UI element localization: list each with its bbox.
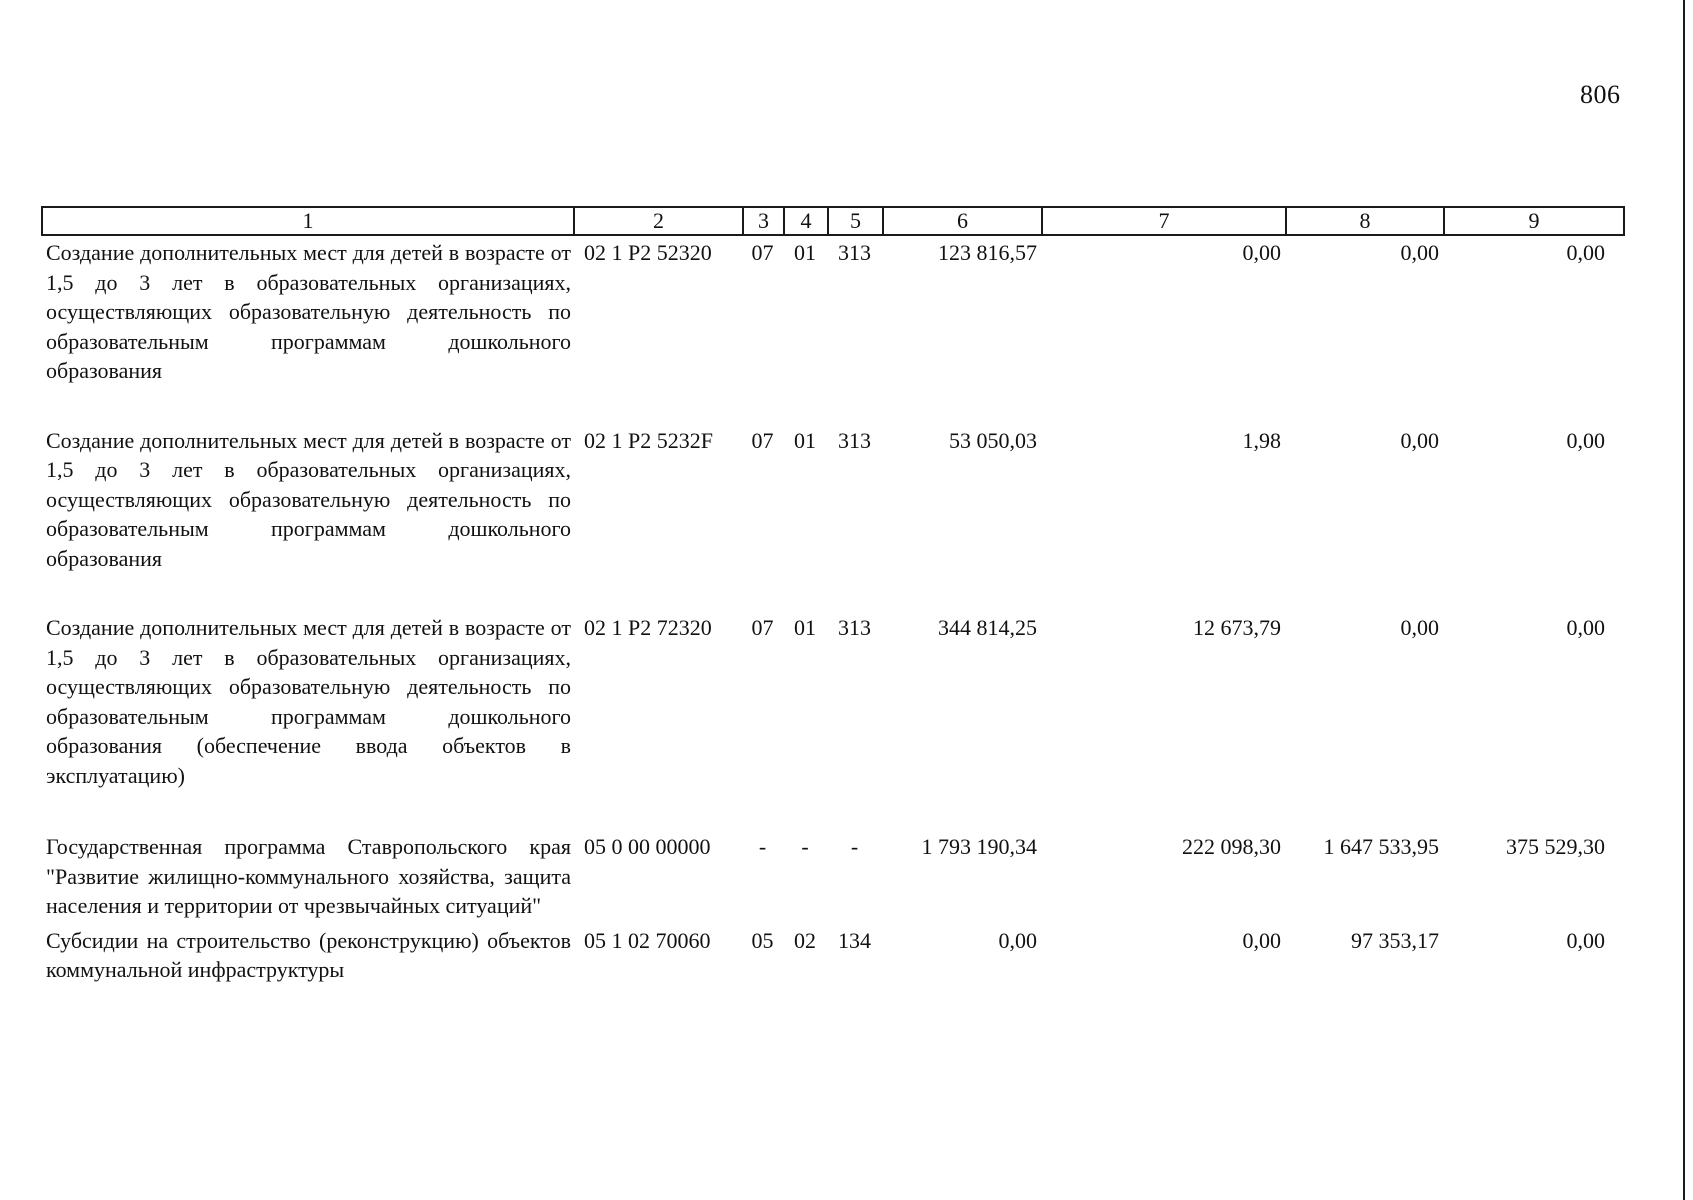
row-col-4: -	[801, 834, 809, 859]
row-col-6: 1 793 190,34	[921, 834, 1037, 859]
row-col-4: 01	[794, 240, 816, 265]
table-row	[41, 832, 1623, 921]
budget-table-body	[41, 238, 1623, 985]
row-col-4: 01	[794, 427, 816, 453]
column-number-header: 1	[42, 207, 574, 235]
row-col-5: 313	[838, 615, 871, 640]
row-col-7: 1,98	[1242, 427, 1281, 453]
row-col-7: 0,00	[1242, 240, 1281, 265]
row-col-3: 07	[751, 615, 774, 640]
column-number-row	[42, 207, 1624, 235]
row-code: 05 1 02 70060	[584, 927, 711, 953]
column-number-header: 6	[883, 207, 1042, 235]
row-col-9: 0,00	[1566, 240, 1605, 265]
row-col-8: 97 353,17	[1351, 927, 1439, 953]
row-col-9: 0,00	[1566, 927, 1605, 953]
column-number-header: 2	[574, 207, 743, 235]
column-number-header: 8	[1286, 207, 1444, 235]
row-col-8: 0,00	[1400, 615, 1439, 640]
row-col-4: 02	[794, 927, 816, 953]
row-col-5: 134	[838, 927, 871, 953]
table-row	[41, 613, 1623, 790]
column-number-header: 7	[1042, 207, 1286, 235]
row-col-5: -	[850, 834, 859, 859]
row-col-9: 0,00	[1566, 427, 1605, 453]
row-code: 05 0 00 00000	[584, 834, 711, 859]
table-row	[41, 238, 1623, 386]
table-row	[41, 926, 1623, 985]
row-spacer	[41, 790, 1623, 832]
row-name: Субсидии на строительство (реконструкцию) объектов коммунальной инфраструктуры	[46, 927, 571, 982]
row-spacer	[41, 573, 1623, 613]
column-number-header: 3	[743, 207, 784, 235]
table-row	[41, 426, 1623, 574]
row-col-8: 0,00	[1400, 240, 1439, 265]
row-col-9: 375 529,30	[1506, 834, 1605, 859]
column-number-header: 5	[828, 207, 883, 235]
row-col-8: 0,00	[1400, 427, 1439, 453]
row-name: Государственная программа Ставропольского края "Развитие жилищно-коммунального хозяйства, защита населения и территории от чрезвычайных ситуаций"	[46, 834, 571, 918]
row-col-6: 123 816,57	[938, 240, 1037, 265]
row-col-7: 0,00	[1242, 927, 1281, 953]
row-code: 02 1 P2 5232F	[584, 427, 713, 453]
row-col-5: 313	[838, 240, 871, 265]
row-col-7: 222 098,30	[1182, 834, 1281, 859]
row-code: 02 1 P2 72320	[584, 615, 712, 640]
row-name: Создание дополнительных мест для детей в возрасте от 1,5 до 3 лет в образовательных организациях, осуществляющих образовательную деятельность по образовательным программам дошкольного образования	[46, 240, 571, 383]
row-name: Создание дополнительных мест для детей в возрасте от 1,5 до 3 лет в образовательных организациях, осуществляющих образовательную деятельность по образовательным программам дошкольного образования (обеспечение ввода объектов в эксплуатацию)	[46, 615, 571, 788]
row-col-6: 0,00	[998, 927, 1037, 953]
row-col-7: 12 673,79	[1193, 615, 1281, 640]
row-col-6: 344 814,25	[938, 615, 1037, 640]
row-col-4: 01	[794, 615, 816, 640]
row-col-3: 05	[751, 927, 774, 953]
row-col-3: 07	[751, 427, 774, 453]
row-col-6: 53 050,03	[949, 427, 1037, 453]
row-col-3: 07	[751, 240, 774, 265]
row-col-3: -	[758, 834, 767, 859]
row-col-9: 0,00	[1566, 615, 1605, 640]
row-col-8: 1 647 533,95	[1323, 834, 1439, 859]
row-code: 02 1 P2 52320	[584, 240, 712, 265]
page-number: 806	[1580, 80, 1621, 109]
column-number-header: 9	[1444, 207, 1624, 235]
scan-edge-line	[1683, 0, 1685, 1200]
column-number-header: 4	[784, 207, 828, 235]
row-col-5: 313	[838, 427, 871, 453]
column-header-table	[41, 206, 1625, 236]
row-spacer	[41, 386, 1623, 426]
row-name: Создание дополнительных мест для детей в возрасте от 1,5 до 3 лет в образовательных организациях, осуществляющих образовательную деятельность по образовательным программам дошкольного образования	[46, 427, 571, 571]
